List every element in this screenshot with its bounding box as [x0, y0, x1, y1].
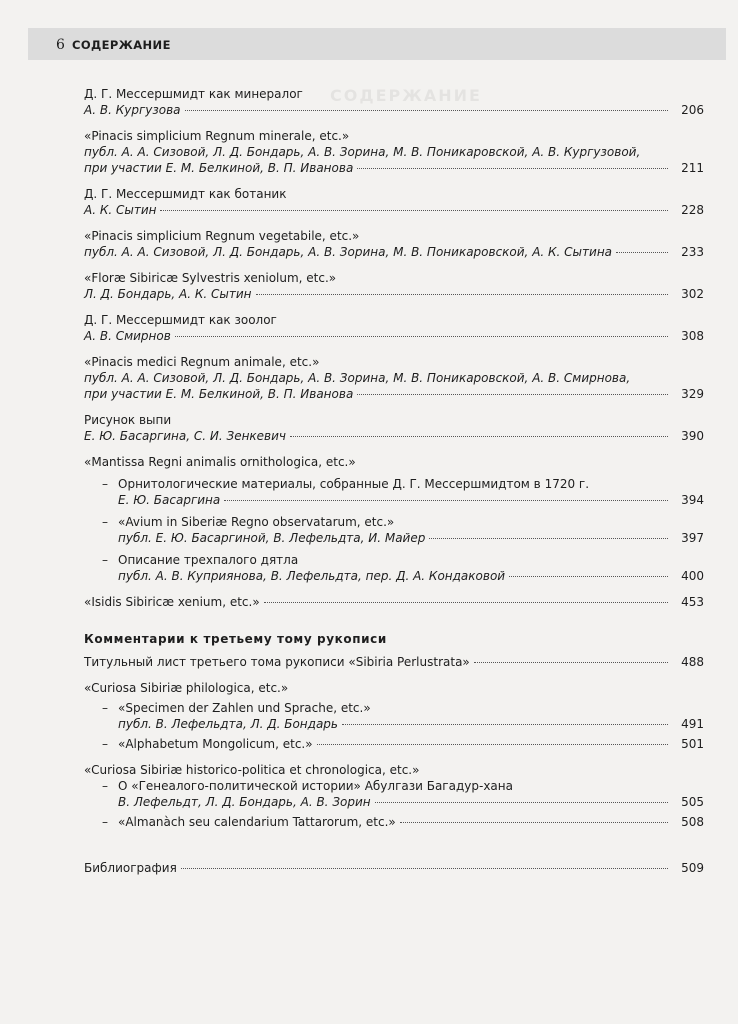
- page-ref: 508: [681, 815, 704, 829]
- entry-authors: публ. А. В. Куприянова, В. Лефельдта, пер. Д. А. Кондаковой: [118, 569, 506, 583]
- page-ref: 491: [681, 717, 704, 731]
- page-ref: 400: [681, 569, 704, 583]
- toc-entry: [84, 86, 704, 118]
- entry-authors: Е. Ю. Басаргина: [118, 493, 221, 507]
- entry-authors: публ. А. А. Сизовой, Л. Д. Бондарь, А. В. Зорина, М. В. Поникаровской, А. В. Смирнова,: [84, 371, 631, 385]
- entry-authors: А. В. Смирнов: [84, 329, 171, 343]
- toc-entry: [84, 354, 704, 402]
- dash: –: [102, 779, 108, 793]
- entry-title: Рисунок выпи: [84, 413, 172, 427]
- sub-title: «Specimen der Zahlen und Sprache, etc.»: [118, 701, 371, 715]
- page-ref: 233: [681, 245, 704, 259]
- entry-authors: Л. Д. Бондарь, А. К. Сытин: [84, 287, 252, 301]
- dash: –: [102, 701, 108, 715]
- entry-authors: Е. Ю. Басаргина, С. И. Зенкевич: [84, 429, 287, 443]
- dash: –: [102, 815, 108, 829]
- entry-title: «Pinacis medici Regnum animale, etc.»: [84, 355, 320, 369]
- entry-authors: В. Лефельдт, Л. Д. Бондарь, А. В. Зорин: [118, 795, 371, 809]
- entry-authors: публ. А. А. Сизовой, Л. Д. Бондарь, А. В. Зорина, М. В. Поникаровской, А. К. Сытина: [84, 245, 613, 259]
- dash: –: [102, 553, 108, 567]
- page-ref: 329: [681, 387, 704, 401]
- toc-entry: [84, 594, 704, 610]
- entry-title: «Pinacis simplicium Regnum vegetabile, etc.»: [84, 229, 360, 243]
- entry-title: «Pinacis simplicium Regnum minerale, etc.»: [84, 129, 350, 143]
- page-ref: 488: [681, 655, 704, 669]
- entry-title: «Floræ Sibiricæ Sylvestris xeniolum, etc.»: [84, 271, 337, 285]
- page-ref: 206: [681, 103, 704, 117]
- bleed-through-text: СОДЕРЖАНИЕ: [330, 86, 482, 105]
- page-number: 6: [56, 37, 65, 53]
- entry-title: Д. Г. Мессершмидт как минералог: [84, 87, 303, 101]
- page-ref: 453: [681, 595, 704, 609]
- entry-authors: при участии Е. М. Белкиной, В. П. Иванова: [84, 161, 354, 175]
- entry-authors: при участии Е. М. Белкиной, В. П. Иванова: [84, 387, 354, 401]
- dash: –: [102, 477, 108, 491]
- toc-entry: [84, 128, 704, 176]
- page-ref: 509: [681, 861, 704, 875]
- entry-title: Титульный лист третьего тома рукописи «Sibiria Perlustrata»: [84, 655, 470, 669]
- entry-authors: А. В. Кургузова: [84, 103, 181, 117]
- sub-title: «Almanàch seu calendarium Tattarorum, etc.»: [118, 815, 396, 829]
- sub-title: «Avium in Siberiæ Regno observatarum, etc.»: [118, 515, 395, 529]
- toc-entry: [84, 680, 704, 752]
- toc-entry: [84, 186, 704, 218]
- entry-title: «Mantissa Regni animalis ornithologica, etc.»: [84, 455, 356, 469]
- page-ref: 308: [681, 329, 704, 343]
- page-ref: 302: [681, 287, 704, 301]
- entry-title: «Isidis Sibiricæ xenium, etc.»: [84, 595, 260, 609]
- entry-title: Библиография: [84, 861, 177, 875]
- toc-list: [84, 86, 704, 886]
- entry-title: Д. Г. Мессершмидт как зоолог: [84, 313, 277, 327]
- toc-entry: [84, 412, 704, 444]
- header-title: СОДЕРЖАНИЕ: [72, 38, 171, 52]
- toc-entry: [84, 454, 704, 584]
- entry-title: «Curiosa Sibiriæ historico-politica et chronologica, etc.»: [84, 763, 420, 777]
- sub-title: Описание трехпалого дятла: [118, 553, 299, 567]
- entry-title: Д. Г. Мессершмидт как ботаник: [84, 187, 287, 201]
- sub-title: О «Генеалого-политической истории» Абулгази Багадур-хана: [118, 779, 513, 793]
- sub-title: «Alphabetum Mongolicum, etc.»: [118, 737, 313, 751]
- page-ref: 228: [681, 203, 704, 217]
- page-ref: 390: [681, 429, 704, 443]
- page-ref: 394: [681, 493, 704, 507]
- entry-authors: А. К. Сытин: [84, 203, 157, 217]
- section-heading: Комментарии к третьему тому рукописи: [84, 632, 387, 646]
- page-ref: 505: [681, 795, 704, 809]
- entry-title: «Curiosa Sibiriæ philologica, etc.»: [84, 681, 289, 695]
- running-header: [28, 28, 726, 60]
- dash: –: [102, 515, 108, 529]
- sub-title: Орнитологические материалы, собранные Д. Г. Мессершмидтом в 1720 г.: [118, 477, 590, 491]
- toc-entry: [84, 228, 704, 260]
- toc-entry: [84, 312, 704, 344]
- page-ref: 397: [681, 531, 704, 545]
- page-ref: 501: [681, 737, 704, 751]
- dash: –: [102, 737, 108, 751]
- entry-authors: публ. В. Лефельдта, Л. Д. Бондарь: [118, 717, 338, 731]
- page-ref: 211: [681, 161, 704, 175]
- entry-authors: публ. Е. Ю. Басаргиной, В. Лефельдта, И. Майер: [118, 531, 426, 545]
- entry-authors: публ. А. А. Сизовой, Л. Д. Бондарь, А. В. Зорина, М. В. Поникаровской, А. В. Кургузовой,: [84, 145, 641, 159]
- toc-entry: [84, 654, 704, 670]
- toc-entry: [84, 270, 704, 302]
- toc-entry: [84, 762, 704, 830]
- toc-entry-bibliography: [84, 860, 704, 876]
